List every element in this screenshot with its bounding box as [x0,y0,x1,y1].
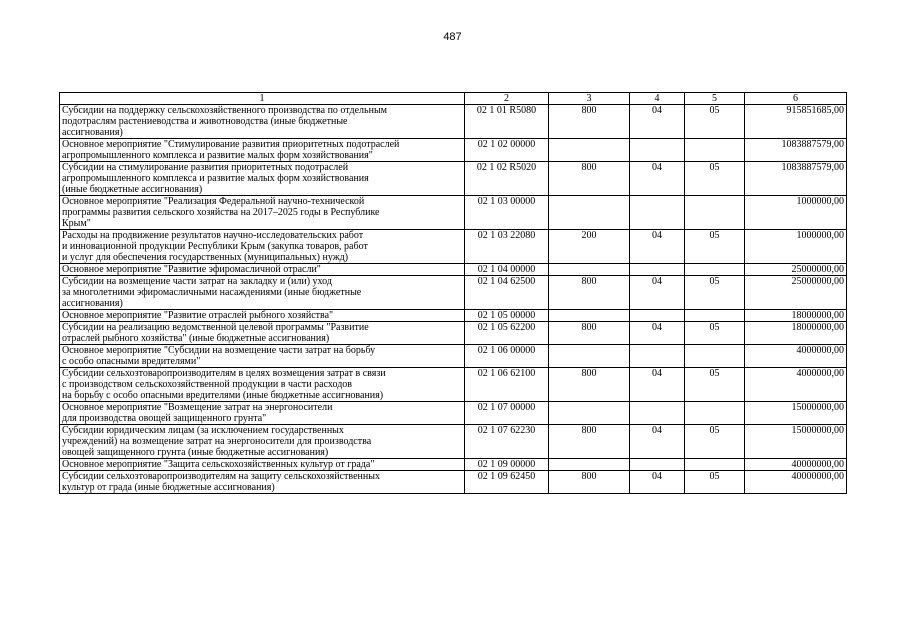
row-rz-cell: 04 [630,368,685,402]
row-pr-cell [685,196,745,230]
table-row [60,230,847,264]
row-rz-cell [630,310,685,322]
row-pr-cell: 05 [685,425,745,459]
row-code-cell: 02 1 05 62200 [465,322,549,345]
table-row [60,368,847,402]
row-amount-cell: 40000000,00 [745,459,847,471]
row-amount-cell: 18000000,00 [745,310,847,322]
row-pr-cell [685,139,745,162]
row-vr-cell: 800 [549,425,630,459]
row-amount-cell: 15000000,00 [745,402,847,425]
row-name-cell: Субсидии сельхозтоваропроизводителям на защиту сельскохозяйственных культур от града (иные бюджетные ассигнования) [60,471,465,494]
row-pr-cell: 05 [685,276,745,310]
row-name-cell: Основное мероприятие "Стимулирование развития приоритетных подотраслей агропромышленного комплекса и развитие малых форм хозяйствования" [60,139,465,162]
row-code-cell: 02 1 09 00000 [465,459,549,471]
table-row [60,402,847,425]
header-col-3: 3 [549,93,630,105]
row-pr-cell: 05 [685,105,745,139]
row-pr-cell [685,402,745,425]
row-name-cell: Субсидии на реализацию ведомственной целевой программы "Развитие отраслей рыбного хозяйства" (иные бюджетные ассигнования) [60,322,465,345]
row-rz-cell: 04 [630,471,685,494]
table-row [60,264,847,276]
row-code-cell: 02 1 02 00000 [465,139,549,162]
row-name-cell: Субсидии на поддержку сельскохозяйственного производства по отдельным подотраслям растениеводства и животноводства (иные бюджетные ассигнования) [60,105,465,139]
header-row [60,93,847,105]
row-rz-cell [630,264,685,276]
table-row [60,162,847,196]
row-code-cell: 02 1 04 62500 [465,276,549,310]
table-row [60,459,847,471]
row-name-cell: Субсидии на стимулирование развития приоритетных подотраслей агропромышленного комплекса и развитие малых форм хозяйствования (иные бюджетные ассигнования) [60,162,465,196]
row-amount-cell: 40000000,00 [745,471,847,494]
row-vr-cell [549,310,630,322]
table-row [60,345,847,368]
row-rz-cell: 04 [630,105,685,139]
row-pr-cell: 05 [685,322,745,345]
row-code-cell: 02 1 02 R5020 [465,162,549,196]
row-name-cell: Субсидии юридическим лицам (за исключением государственных учреждений) на возмещение затрат на энергоносители для производства овощей защищенного грунта (иные бюджетные ассигнования) [60,425,465,459]
page-number: 487 [443,31,462,43]
row-code-cell: 02 1 04 00000 [465,264,549,276]
row-name-cell: Субсидии сельхозтоваропроизводителям в целях возмещения затрат в связи с производством сельскохозяйственной продукции в части расходов на борьбу с особо опасными вредителями (иные бюджетные ассигнования) [60,368,465,402]
row-name-cell: Основное мероприятие "Субсидии на возмещение части затрат на борьбу с особо опасными вредителями" [60,345,465,368]
row-pr-cell [685,459,745,471]
header-col-6: 6 [745,93,847,105]
row-rz-cell [630,196,685,230]
table-row [60,322,847,345]
table-row [60,105,847,139]
row-rz-cell [630,402,685,425]
row-rz-cell [630,345,685,368]
row-vr-cell: 200 [549,230,630,264]
row-amount-cell: 915851685,00 [745,105,847,139]
row-amount-cell: 1083887579,00 [745,162,847,196]
row-amount-cell: 1083887579,00 [745,139,847,162]
row-amount-cell: 4000000,00 [745,368,847,402]
row-pr-cell [685,345,745,368]
row-amount-cell: 15000000,00 [745,425,847,459]
row-code-cell: 02 1 01 R5080 [465,105,549,139]
row-vr-cell [549,345,630,368]
row-code-cell: 02 1 06 62100 [465,368,549,402]
row-name-cell: Основное мероприятие "Развитие эфиромасличной отрасли" [60,264,465,276]
row-rz-cell [630,459,685,471]
row-rz-cell: 04 [630,322,685,345]
row-code-cell: 02 1 03 22080 [465,230,549,264]
row-pr-cell: 05 [685,368,745,402]
row-name-cell: Основное мероприятие "Реализация Федеральной научно-технической программы развития сельского хозяйства на 2017–2025 годы в Республике Крым" [60,196,465,230]
row-code-cell: 02 1 06 00000 [465,345,549,368]
row-rz-cell: 04 [630,276,685,310]
row-rz-cell [630,139,685,162]
table-row [60,139,847,162]
table-row [60,310,847,322]
row-rz-cell: 04 [630,230,685,264]
row-code-cell: 02 1 07 62230 [465,425,549,459]
row-vr-cell [549,459,630,471]
row-vr-cell [549,264,630,276]
table-row [60,276,847,310]
row-pr-cell [685,264,745,276]
row-vr-cell [549,139,630,162]
header-col-4: 4 [630,93,685,105]
row-vr-cell: 800 [549,471,630,494]
row-name-cell: Основное мероприятие "Защита сельскохозяйственных культур от града" [60,459,465,471]
row-amount-cell: 18000000,00 [745,322,847,345]
row-code-cell: 02 1 07 00000 [465,402,549,425]
header-col-2: 2 [465,93,549,105]
header-col-1: 1 [60,93,465,105]
budget-table [59,92,847,494]
table-row [60,425,847,459]
row-rz-cell: 04 [630,162,685,196]
row-pr-cell: 05 [685,230,745,264]
row-amount-cell: 1000000,00 [745,230,847,264]
row-amount-cell: 25000000,00 [745,264,847,276]
row-amount-cell: 1000000,00 [745,196,847,230]
row-code-cell: 02 1 03 00000 [465,196,549,230]
row-vr-cell: 800 [549,322,630,345]
row-amount-cell: 25000000,00 [745,276,847,310]
table-body [60,105,847,494]
table-row [60,471,847,494]
header-col-5: 5 [685,93,745,105]
row-vr-cell: 800 [549,105,630,139]
row-name-cell: Основное мероприятие "Возмещение затрат на энергоносители для производства овощей защищенного грунта" [60,402,465,425]
row-code-cell: 02 1 05 00000 [465,310,549,322]
row-vr-cell: 800 [549,368,630,402]
row-vr-cell [549,196,630,230]
row-pr-cell [685,310,745,322]
row-name-cell: Основное мероприятие "Развитие отраслей рыбного хозяйства" [60,310,465,322]
row-pr-cell: 05 [685,162,745,196]
row-amount-cell: 4000000,00 [745,345,847,368]
row-name-cell: Субсидии на возмещение части затрат на закладку и (или) уход за многолетними эфиромасличными насаждениями (иные бюджетные ассигнования) [60,276,465,310]
table-row [60,196,847,230]
row-code-cell: 02 1 09 62450 [465,471,549,494]
row-vr-cell: 800 [549,162,630,196]
row-vr-cell [549,402,630,425]
row-rz-cell: 04 [630,425,685,459]
row-pr-cell: 05 [685,471,745,494]
row-name-cell: Расходы на продвижение результатов научно-исследовательских работ и инновационной продукции Республики Крым (закупка товаров, работ и услуг для обеспечения государственных (муниципальных) нужд) [60,230,465,264]
row-vr-cell: 800 [549,276,630,310]
